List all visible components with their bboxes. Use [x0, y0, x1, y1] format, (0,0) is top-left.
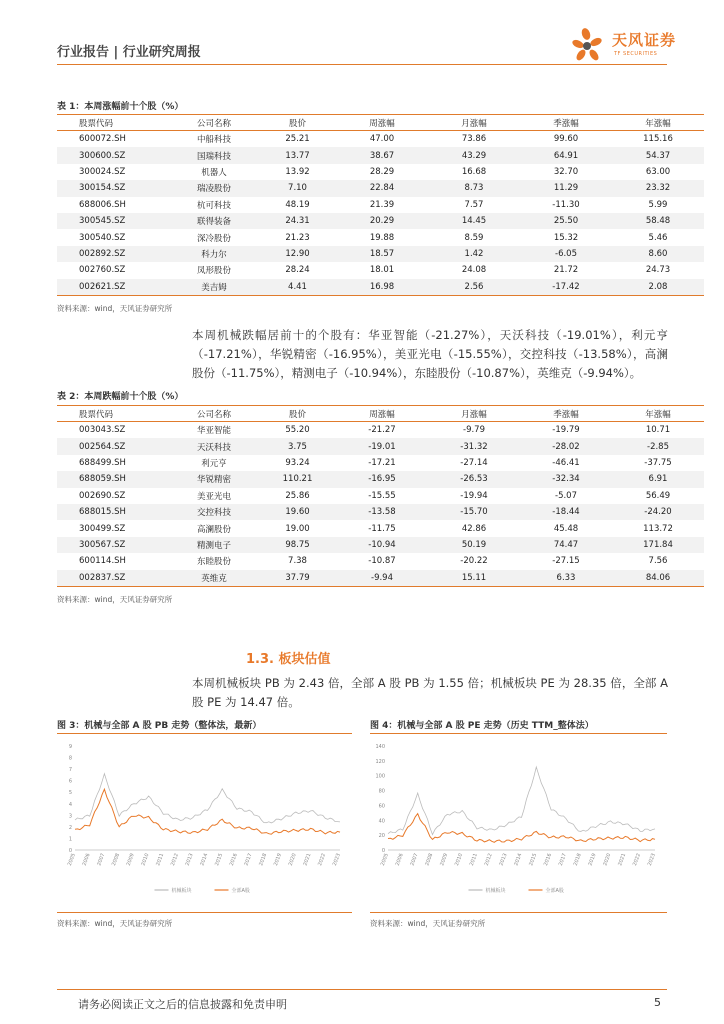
x-tick-label: 2017: [243, 852, 254, 867]
table-cell: -28.02: [520, 438, 612, 454]
table-cell: 99.60: [553, 134, 579, 145]
table-cell: 15.32: [553, 232, 579, 243]
table-cell: 3.75: [259, 438, 336, 454]
y-tick-label: 80: [378, 788, 385, 795]
table-cell: 63.00: [645, 166, 671, 177]
figure4-bottom-rule: [370, 912, 667, 913]
table-row: [57, 488, 704, 504]
column-header: 股价: [259, 115, 336, 131]
table-row: [57, 213, 704, 229]
y-tick-label: 1: [68, 836, 72, 843]
y-tick-label: 40: [378, 818, 385, 825]
figure4-top-rule: [370, 733, 667, 734]
report-type-title: 行业报告 | 行业研究周报: [57, 45, 201, 60]
table-cell: 32.70: [553, 166, 579, 177]
table1-source: 资料来源：wind，天风证券研究所: [57, 304, 173, 313]
table-cell: 6.33: [520, 570, 612, 587]
x-tick-label: 2023: [646, 852, 657, 867]
table-cell: -5.07: [555, 490, 577, 501]
x-tick-label: 2010: [454, 852, 465, 867]
table-cell: 8.59: [464, 232, 484, 243]
figure3-bottom-rule: [57, 912, 352, 913]
table-cell: 6.91: [612, 471, 704, 487]
series-line-all-a-shares: [388, 814, 655, 843]
pe-trend-chart: [370, 740, 667, 908]
x-tick-label: 2020: [602, 852, 613, 867]
table-cell: 1.42: [428, 246, 520, 262]
x-tick-label: 2016: [543, 852, 554, 867]
table-row: [57, 279, 704, 296]
page-number: 5: [654, 996, 661, 1009]
figure3-caption: 图 3：机械与全部 A 股 PB 走势（整体法，最新）: [57, 721, 262, 731]
x-tick-label: 2011: [468, 852, 479, 867]
table-cell: 54.37: [612, 147, 704, 163]
table-row: [57, 262, 704, 278]
table-cell: 50.19: [428, 537, 520, 553]
series-line-machinery: [388, 767, 655, 835]
table-row: [57, 553, 704, 569]
table-cell: 14.45: [428, 213, 520, 229]
table-cell: 48.19: [285, 199, 310, 210]
table1-caption: 表 1：本周涨幅前十个股（%）: [57, 102, 184, 112]
table-row: [57, 438, 704, 454]
x-tick-label: 2017: [557, 852, 568, 867]
table-cell: -21.27: [368, 425, 396, 436]
table-cell: 15.11: [428, 570, 520, 587]
x-tick-label: 2007: [96, 852, 107, 867]
table-cell: 美吉姆: [169, 279, 259, 296]
y-tick-label: 9: [68, 744, 72, 750]
table-cell: 300154.SZ: [57, 180, 169, 196]
table-cell: -15.70: [428, 504, 520, 520]
table-cell: 110.21: [259, 471, 336, 487]
x-tick-label: 2020: [287, 852, 298, 867]
table-cell: 13.77: [259, 147, 336, 163]
column-header: 周涨幅: [336, 115, 428, 131]
table2-source: 资料来源：wind，天风证券研究所: [57, 595, 173, 604]
column-header: 公司名称: [169, 115, 259, 131]
table-cell: 中船科技: [196, 135, 231, 146]
legend-label: 机械板块: [485, 888, 506, 894]
x-tick-label: 2006: [81, 852, 92, 867]
x-tick-label: 2015: [528, 852, 539, 867]
table-cell: 300540.SZ: [79, 232, 126, 243]
table-cell: 93.24: [285, 457, 310, 468]
table-cell: 13.92: [285, 166, 310, 177]
table-cell: 7.56: [648, 556, 668, 567]
x-tick-label: 2015: [214, 852, 225, 867]
table-cell: 300499.SZ: [79, 523, 126, 534]
table-cell: -11.30: [552, 199, 580, 210]
table-cell: 杭可科技: [196, 200, 231, 211]
disclaimer-note: 请务必阅读正文之后的信息披露和免责申明: [78, 998, 287, 1011]
table-cell: -16.95: [336, 471, 428, 487]
table-cell: 7.57: [464, 199, 484, 210]
column-header: 周涨幅: [336, 406, 428, 422]
y-tick-label: 140: [375, 744, 385, 750]
y-tick-label: 0: [381, 848, 385, 854]
x-tick-label: 2012: [169, 852, 180, 867]
x-tick-label: 2006: [394, 852, 405, 867]
table-cell: 18.57: [336, 246, 428, 262]
table-cell: 113.72: [643, 523, 673, 534]
table-cell: -9.79: [463, 425, 485, 436]
column-header: 年涨幅: [612, 406, 704, 422]
table-cell: 2.56: [428, 279, 520, 296]
x-tick-label: 2005: [66, 852, 77, 867]
table-cell: -19.94: [460, 490, 488, 501]
x-tick-label: 2009: [125, 852, 136, 867]
figure3-top-rule: [57, 733, 352, 734]
table-cell: 21.72: [553, 265, 579, 276]
table-cell: 002837.SZ: [57, 570, 169, 587]
table-cell: -20.22: [460, 556, 488, 567]
x-tick-label: 2018: [572, 852, 583, 867]
table-cell: -37.75: [644, 457, 672, 468]
table-cell: 深冷股份: [196, 233, 231, 244]
table-cell: 300600.SZ: [57, 147, 169, 163]
table-cell: 20.29: [336, 213, 428, 229]
x-tick-label: 2008: [111, 852, 122, 867]
table-cell: 19.88: [369, 232, 395, 243]
table2-caption: 表 2：本周跌幅前十个股（%）: [57, 392, 184, 402]
table-cell: 交控科技: [169, 504, 259, 520]
series-line-all-a-shares: [75, 789, 340, 834]
table-cell: 18.01: [369, 265, 395, 276]
x-tick-label: 2021: [617, 852, 628, 867]
legend-label: 全部A股: [231, 888, 250, 894]
table-cell: 171.84: [612, 537, 704, 553]
table-cell: 7.10: [259, 180, 336, 196]
table-cell: -46.41: [552, 457, 580, 468]
table-cell: 300545.SZ: [57, 213, 169, 229]
table-cell: 600114.SH: [79, 556, 126, 567]
y-tick-label: 6: [68, 778, 72, 785]
table-cell: -32.34: [520, 471, 612, 487]
table-cell: 12.90: [259, 246, 336, 262]
x-tick-label: 2014: [513, 852, 524, 867]
x-tick-label: 2009: [439, 852, 450, 867]
table-row: [57, 246, 704, 262]
x-tick-label: 2019: [587, 852, 598, 867]
table-row: [57, 131, 704, 148]
table-cell: 2.08: [612, 279, 704, 296]
table-cell: 002892.SZ: [57, 246, 169, 262]
table-cell: 凤形股份: [196, 266, 231, 277]
table-cell: 5.46: [648, 232, 668, 243]
column-header: 季涨幅: [520, 406, 612, 422]
table-cell: 47.00: [369, 134, 395, 145]
y-tick-label: 120: [375, 758, 385, 765]
table-cell: 58.48: [612, 213, 704, 229]
y-tick-label: 5: [68, 790, 72, 797]
table-row: [57, 504, 704, 520]
table-row: [57, 520, 704, 536]
table-cell: -17.21: [368, 457, 396, 468]
table-cell: 28.24: [285, 265, 310, 276]
x-tick-label: 2005: [379, 852, 390, 867]
table-cell: 国瑞科技: [169, 147, 259, 163]
column-header: 公司名称: [169, 406, 259, 422]
x-tick-label: 2022: [632, 852, 643, 867]
table-cell: -17.42: [520, 279, 612, 296]
table-cell: 300024.SZ: [79, 166, 126, 177]
table-cell: 002760.SZ: [79, 265, 126, 276]
table-cell: 联得装备: [169, 213, 259, 229]
figure4-caption: 图 4：机械与全部 A 股 PE 走势（历史 TTM_整体法）: [370, 721, 594, 731]
table-row: [57, 229, 704, 245]
table-cell: 19.60: [259, 504, 336, 520]
table-cell: 25.21: [285, 134, 310, 145]
y-tick-label: 100: [375, 773, 385, 780]
column-header: 月涨幅: [428, 115, 520, 131]
table-cell: 22.84: [336, 180, 428, 196]
table-cell: 55.20: [285, 425, 310, 436]
table-row: [57, 455, 704, 471]
pb-trend-chart: [57, 740, 352, 908]
table-cell: 7.38: [288, 556, 307, 567]
table-cell: 4.41: [259, 279, 336, 296]
table-cell: 美亚光电: [196, 491, 231, 502]
table-cell: 45.48: [553, 523, 579, 534]
table-cell: -24.20: [612, 504, 704, 520]
table-cell: 300567.SZ: [57, 537, 169, 553]
table-cell: 华锐精密: [169, 471, 259, 487]
table-cell: 精测电子: [169, 537, 259, 553]
table-cell: 10.71: [645, 425, 671, 436]
table-cell: -18.44: [520, 504, 612, 520]
table-cell: 23.32: [612, 180, 704, 196]
table-cell: 华亚智能: [196, 426, 231, 437]
table-cell: 84.06: [612, 570, 704, 587]
table-cell: 688499.SH: [79, 457, 126, 468]
table-cell: 600072.SH: [79, 134, 126, 145]
decliners-paragraph: 本周机械跌幅居前十的个股有：华亚智能（-21.27%），天沃科技（-19.01%），利元亨（-17.21%），华锐精密（-16.95%），美亚光电（-15.55%），交控科技（-13.58%），高澜股份（-11.75%），精测电子（-10.94%），东睦股份（-10.87%），英维克（-9.94%）。: [192, 328, 668, 380]
table-cell: -2.85: [612, 438, 704, 454]
logo-text: 天风证券: [612, 31, 677, 49]
footer-divider: [57, 989, 667, 990]
table-cell: 003043.SZ: [79, 425, 126, 436]
table-cell: 37.79: [259, 570, 336, 587]
table-row: [57, 180, 704, 196]
table-row: [57, 537, 704, 553]
table-cell: 115.16: [643, 134, 673, 145]
y-tick-label: 2: [68, 824, 72, 831]
logo-subtext: TF SECURITIES: [614, 51, 658, 57]
table-cell: 28.29: [369, 166, 395, 177]
x-tick-label: 2011: [155, 852, 166, 867]
table-cell: 机器人: [201, 167, 227, 178]
table-row: [57, 422, 704, 439]
table-cell: 16.68: [461, 166, 487, 177]
table-cell: 21.23: [285, 232, 310, 243]
figure3-source: 资料来源：wind，天风证券研究所: [57, 919, 173, 928]
table-cell: 英维克: [169, 570, 259, 587]
column-header: 股票代码: [57, 406, 169, 422]
table-cell: -19.01: [336, 438, 428, 454]
y-tick-label: 60: [378, 803, 385, 810]
y-tick-label: 7: [68, 767, 72, 774]
table-row: [57, 570, 704, 587]
x-tick-label: 2010: [140, 852, 151, 867]
table-row: [57, 471, 704, 487]
table-cell: -27.15: [552, 556, 580, 567]
table-row: [57, 164, 704, 180]
table-cell: 8.60: [612, 246, 704, 262]
table-cell: 科力尔: [169, 246, 259, 262]
y-tick-label: 8: [68, 755, 72, 762]
table-cell: 002621.SZ: [57, 279, 169, 296]
table-cell: 38.67: [336, 147, 428, 163]
table-cell: 43.29: [428, 147, 520, 163]
x-tick-label: 2013: [184, 852, 195, 867]
table-cell: 高澜股份: [196, 524, 231, 535]
column-header: 月涨幅: [428, 406, 520, 422]
table-cell: 64.91: [520, 147, 612, 163]
table-cell: 5.99: [648, 199, 668, 210]
section-title: 1.3. 板块估值: [246, 652, 331, 667]
table-cell: -27.14: [460, 457, 488, 468]
table-cell: 688006.SH: [79, 199, 126, 210]
table-cell: -15.55: [368, 490, 396, 501]
figure4-source: 资料来源：wind，天风证券研究所: [370, 919, 486, 928]
valuation-paragraph: 本周机械板块 PB 为 2.43 倍，全部 A 股 PB 为 1.55 倍；机械板块 PE 为 28.35 倍，全部 A 股 PE 为 14.47 倍。: [192, 676, 668, 709]
x-tick-label: 2013: [498, 852, 509, 867]
table-cell: 19.00: [285, 523, 310, 534]
table-cell: 24.73: [645, 265, 671, 276]
y-tick-label: 20: [378, 833, 385, 840]
x-tick-label: 2008: [424, 852, 435, 867]
table-cell: -31.32: [428, 438, 520, 454]
column-header: 季涨幅: [520, 115, 612, 131]
table-cell: 56.49: [645, 490, 671, 501]
table-cell: 688059.SH: [57, 471, 169, 487]
x-tick-label: 2021: [302, 852, 313, 867]
table-cell: -13.58: [336, 504, 428, 520]
x-tick-label: 2018: [258, 852, 269, 867]
table-cell: -6.05: [520, 246, 612, 262]
table-cell: 002690.SZ: [79, 490, 126, 501]
table-cell: 利元亨: [201, 458, 227, 469]
y-tick-label: 4: [68, 801, 72, 808]
header-divider: [57, 64, 667, 65]
table-cell: 74.47: [520, 537, 612, 553]
table-cell: 8.73: [428, 180, 520, 196]
table-row: [57, 147, 704, 163]
x-tick-label: 2012: [483, 852, 494, 867]
column-header: 股价: [259, 406, 336, 422]
table-cell: -10.87: [368, 556, 396, 567]
table-cell: 25.86: [285, 490, 310, 501]
table-cell: 11.29: [520, 180, 612, 196]
legend-label: 全部A股: [545, 888, 564, 894]
table-cell: -19.79: [552, 425, 580, 436]
table-cell: 24.31: [259, 213, 336, 229]
column-header: 年涨幅: [612, 115, 704, 131]
table-cell: 98.75: [259, 537, 336, 553]
table-cell: -26.53: [428, 471, 520, 487]
x-tick-label: 2014: [199, 852, 210, 867]
x-tick-label: 2016: [228, 852, 239, 867]
x-tick-label: 2023: [331, 852, 342, 867]
legend-label: 机械板块: [171, 888, 192, 894]
table-cell: 16.98: [336, 279, 428, 296]
x-tick-label: 2022: [317, 852, 328, 867]
table-cell: 002564.SZ: [57, 438, 169, 454]
x-tick-label: 2007: [409, 852, 420, 867]
table-cell: 25.50: [520, 213, 612, 229]
table-cell: 天沃科技: [169, 438, 259, 454]
table-cell: 东睦股份: [196, 557, 231, 568]
x-tick-label: 2019: [272, 852, 283, 867]
y-tick-label: 3: [68, 813, 72, 820]
table-cell: 瑞凌股份: [169, 180, 259, 196]
table-cell: -10.94: [336, 537, 428, 553]
y-tick-label: 0: [68, 848, 72, 854]
table-cell: 73.86: [461, 134, 487, 145]
table-cell: 42.86: [461, 523, 487, 534]
table-cell: 688015.SH: [57, 504, 169, 520]
table-cell: -9.94: [336, 570, 428, 587]
table-row: [57, 197, 704, 213]
column-header: 股票代码: [57, 115, 169, 131]
table-cell: 24.08: [461, 265, 487, 276]
table-cell: 21.39: [369, 199, 395, 210]
table-cell: -11.75: [368, 523, 396, 534]
table-top-decliners: [57, 405, 704, 587]
table-top-gainers: [57, 114, 704, 296]
